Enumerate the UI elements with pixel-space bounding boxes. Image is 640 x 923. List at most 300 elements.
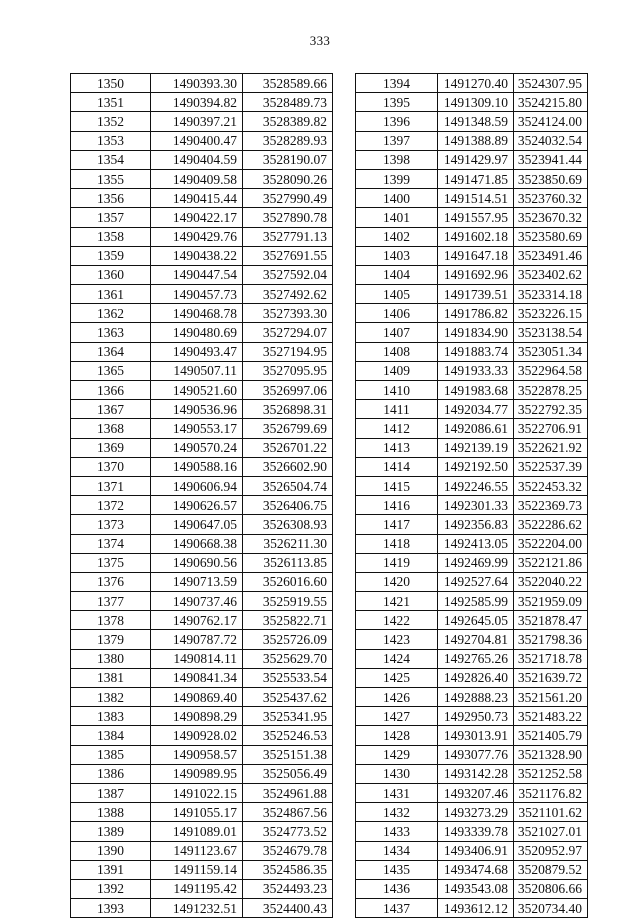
y-coordinate-cell: 3523850.69: [514, 169, 588, 188]
point-number-cell: 1369: [71, 438, 151, 457]
x-coordinate-cell: 1492765.26: [438, 649, 514, 668]
y-coordinate-cell: 3523138.54: [514, 323, 588, 342]
table-row: [356, 265, 588, 284]
point-number-cell: 1350: [71, 74, 151, 93]
table-row: [71, 496, 333, 515]
point-number-cell: 1408: [356, 342, 438, 361]
page-number: 333: [309, 33, 331, 48]
y-coordinate-cell: 3524032.54: [514, 131, 588, 150]
table-row: [356, 899, 588, 918]
y-coordinate-cell: 3521101.62: [514, 803, 588, 822]
point-number-cell: 1429: [356, 745, 438, 764]
y-coordinate-cell: 3523402.62: [514, 265, 588, 284]
point-number-cell: 1399: [356, 169, 438, 188]
table-row: [356, 112, 588, 131]
point-number-cell: 1364: [71, 342, 151, 361]
x-coordinate-cell: 1490713.59: [151, 572, 243, 591]
point-number-cell: 1366: [71, 381, 151, 400]
table-row: [356, 553, 588, 572]
x-coordinate-cell: 1493474.68: [438, 860, 514, 879]
point-number-cell: 1384: [71, 726, 151, 745]
x-coordinate-cell: 1490400.47: [151, 131, 243, 150]
point-number-cell: 1359: [71, 246, 151, 265]
table-row: [71, 93, 333, 112]
table-row: [356, 879, 588, 898]
table-row: [356, 476, 588, 495]
point-number-cell: 1432: [356, 803, 438, 822]
point-number-cell: 1398: [356, 150, 438, 169]
table-row: [71, 342, 333, 361]
x-coordinate-cell: 1490588.16: [151, 457, 243, 476]
point-number-cell: 1355: [71, 169, 151, 188]
x-coordinate-cell: 1490404.59: [151, 150, 243, 169]
point-number-cell: 1416: [356, 496, 438, 515]
table-row: [71, 860, 333, 879]
y-coordinate-cell: 3522537.39: [514, 457, 588, 476]
point-number-cell: 1356: [71, 189, 151, 208]
table-row: [356, 342, 588, 361]
point-number-cell: 1383: [71, 707, 151, 726]
point-number-cell: 1377: [71, 592, 151, 611]
x-coordinate-cell: 1491159.14: [151, 860, 243, 879]
table-row: [356, 438, 588, 457]
y-coordinate-cell: 3528090.26: [243, 169, 333, 188]
y-coordinate-cell: 3525533.54: [243, 668, 333, 687]
x-coordinate-cell: 1491514.51: [438, 189, 514, 208]
y-coordinate-cell: 3522121.86: [514, 553, 588, 572]
x-coordinate-cell: 1490690.56: [151, 553, 243, 572]
table-row: [71, 361, 333, 380]
x-coordinate-cell: 1492086.61: [438, 419, 514, 438]
x-coordinate-cell: 1493207.46: [438, 783, 514, 802]
x-coordinate-cell: 1490447.54: [151, 265, 243, 284]
x-coordinate-cell: 1492950.73: [438, 707, 514, 726]
x-coordinate-cell: 1491786.82: [438, 304, 514, 323]
table-row: [356, 323, 588, 342]
table-row: [356, 783, 588, 802]
x-coordinate-cell: 1490762.17: [151, 611, 243, 630]
table-row: [71, 630, 333, 649]
table-body: [71, 74, 333, 918]
table-row: [356, 860, 588, 879]
table-row: [356, 534, 588, 553]
table-row: [71, 304, 333, 323]
y-coordinate-cell: 3527492.62: [243, 285, 333, 304]
table-row: [71, 131, 333, 150]
y-coordinate-cell: 3523760.32: [514, 189, 588, 208]
table-row: [356, 515, 588, 534]
y-coordinate-cell: 3525919.55: [243, 592, 333, 611]
y-coordinate-cell: 3521798.36: [514, 630, 588, 649]
table-row: [356, 726, 588, 745]
point-number-cell: 1390: [71, 841, 151, 860]
x-coordinate-cell: 1490429.76: [151, 227, 243, 246]
y-coordinate-cell: 3523580.69: [514, 227, 588, 246]
point-number-cell: 1363: [71, 323, 151, 342]
point-number-cell: 1405: [356, 285, 438, 304]
table-row: [356, 841, 588, 860]
x-coordinate-cell: 1492645.05: [438, 611, 514, 630]
y-coordinate-cell: 3521483.22: [514, 707, 588, 726]
x-coordinate-cell: 1490394.82: [151, 93, 243, 112]
point-number-cell: 1407: [356, 323, 438, 342]
table-row: [356, 74, 588, 93]
point-number-cell: 1406: [356, 304, 438, 323]
y-coordinate-cell: 3525726.09: [243, 630, 333, 649]
table-row: [356, 764, 588, 783]
x-coordinate-cell: 1490409.58: [151, 169, 243, 188]
y-coordinate-cell: 3527691.55: [243, 246, 333, 265]
y-coordinate-cell: 3526701.22: [243, 438, 333, 457]
point-number-cell: 1361: [71, 285, 151, 304]
y-coordinate-cell: 3524679.78: [243, 841, 333, 860]
table-row: [356, 496, 588, 515]
table-row: [71, 668, 333, 687]
point-number-cell: 1379: [71, 630, 151, 649]
table-row: [71, 285, 333, 304]
x-coordinate-cell: 1491739.51: [438, 285, 514, 304]
y-coordinate-cell: 3524961.88: [243, 783, 333, 802]
table-row: [71, 74, 333, 93]
point-number-cell: 1367: [71, 400, 151, 419]
point-number-cell: 1385: [71, 745, 151, 764]
x-coordinate-cell: 1490393.30: [151, 74, 243, 93]
table-row: [356, 131, 588, 150]
y-coordinate-cell: 3528489.73: [243, 93, 333, 112]
x-coordinate-cell: 1490928.02: [151, 726, 243, 745]
y-coordinate-cell: 3522040.22: [514, 572, 588, 591]
x-coordinate-cell: 1491883.74: [438, 342, 514, 361]
point-number-cell: 1419: [356, 553, 438, 572]
y-coordinate-cell: 3526997.06: [243, 381, 333, 400]
y-coordinate-cell: 3526504.74: [243, 476, 333, 495]
x-coordinate-cell: 1490737.46: [151, 592, 243, 611]
point-number-cell: 1420: [356, 572, 438, 591]
point-number-cell: 1434: [356, 841, 438, 860]
x-coordinate-cell: 1491388.89: [438, 131, 514, 150]
x-coordinate-cell: 1493273.29: [438, 803, 514, 822]
y-coordinate-cell: 3522286.62: [514, 515, 588, 534]
table-row: [71, 476, 333, 495]
point-number-cell: 1389: [71, 822, 151, 841]
y-coordinate-cell: 3526602.90: [243, 457, 333, 476]
y-coordinate-cell: 3521639.72: [514, 668, 588, 687]
table-row: [356, 707, 588, 726]
table-row: [356, 208, 588, 227]
point-number-cell: 1353: [71, 131, 151, 150]
x-coordinate-cell: 1492469.99: [438, 553, 514, 572]
y-coordinate-cell: 3527592.04: [243, 265, 333, 284]
point-number-cell: 1426: [356, 688, 438, 707]
x-coordinate-cell: 1491123.67: [151, 841, 243, 860]
table-row: [71, 899, 333, 918]
point-number-cell: 1433: [356, 822, 438, 841]
y-coordinate-cell: 3524867.56: [243, 803, 333, 822]
table-row: [356, 611, 588, 630]
table-row: [356, 150, 588, 169]
point-number-cell: 1424: [356, 649, 438, 668]
point-number-cell: 1415: [356, 476, 438, 495]
point-number-cell: 1368: [71, 419, 151, 438]
x-coordinate-cell: 1490668.38: [151, 534, 243, 553]
table-row: [71, 265, 333, 284]
table-row: [71, 189, 333, 208]
point-number-cell: 1378: [71, 611, 151, 630]
point-number-cell: 1397: [356, 131, 438, 150]
table-row: [356, 189, 588, 208]
y-coordinate-cell: 3524124.00: [514, 112, 588, 131]
table-row: [356, 457, 588, 476]
table-row: [71, 879, 333, 898]
table-row: [71, 841, 333, 860]
y-coordinate-cell: 3527095.95: [243, 361, 333, 380]
x-coordinate-cell: 1491692.96: [438, 265, 514, 284]
y-coordinate-cell: 3522204.00: [514, 534, 588, 553]
y-coordinate-cell: 3526308.93: [243, 515, 333, 534]
point-number-cell: 1387: [71, 783, 151, 802]
table-row: [71, 150, 333, 169]
table-body: [356, 74, 588, 918]
point-number-cell: 1375: [71, 553, 151, 572]
table-row: [71, 764, 333, 783]
table-row: [356, 419, 588, 438]
x-coordinate-cell: 1490989.95: [151, 764, 243, 783]
x-coordinate-cell: 1491983.68: [438, 381, 514, 400]
table-row: [71, 688, 333, 707]
y-coordinate-cell: 3526406.75: [243, 496, 333, 515]
x-coordinate-cell: 1491933.33: [438, 361, 514, 380]
point-number-cell: 1391: [71, 860, 151, 879]
point-number-cell: 1409: [356, 361, 438, 380]
x-coordinate-cell: 1491309.10: [438, 93, 514, 112]
x-coordinate-cell: 1492704.81: [438, 630, 514, 649]
x-coordinate-cell: 1490438.22: [151, 246, 243, 265]
table-row: [356, 400, 588, 419]
x-coordinate-cell: 1492192.50: [438, 457, 514, 476]
x-coordinate-cell: 1490553.17: [151, 419, 243, 438]
point-number-cell: 1404: [356, 265, 438, 284]
point-number-cell: 1365: [71, 361, 151, 380]
point-number-cell: 1421: [356, 592, 438, 611]
table-row: [71, 419, 333, 438]
table-row: [356, 304, 588, 323]
y-coordinate-cell: 3526016.60: [243, 572, 333, 591]
table-row: [356, 361, 588, 380]
table-row: [356, 381, 588, 400]
point-number-cell: 1396: [356, 112, 438, 131]
point-number-cell: 1393: [71, 899, 151, 918]
y-coordinate-cell: 3521959.09: [514, 592, 588, 611]
y-coordinate-cell: 3524586.35: [243, 860, 333, 879]
x-coordinate-cell: 1493077.76: [438, 745, 514, 764]
y-coordinate-cell: 3522964.58: [514, 361, 588, 380]
y-coordinate-cell: 3524493.23: [243, 879, 333, 898]
table-row: [71, 246, 333, 265]
point-number-cell: 1370: [71, 457, 151, 476]
table-row: [356, 572, 588, 591]
table-row: [71, 745, 333, 764]
y-coordinate-cell: 3526898.31: [243, 400, 333, 419]
y-coordinate-cell: 3521252.58: [514, 764, 588, 783]
y-coordinate-cell: 3523491.46: [514, 246, 588, 265]
table-row: [71, 592, 333, 611]
y-coordinate-cell: 3525341.95: [243, 707, 333, 726]
y-coordinate-cell: 3527194.95: [243, 342, 333, 361]
y-coordinate-cell: 3527890.78: [243, 208, 333, 227]
x-coordinate-cell: 1491270.40: [438, 74, 514, 93]
x-coordinate-cell: 1490626.57: [151, 496, 243, 515]
table-row: [71, 783, 333, 802]
x-coordinate-cell: 1491348.59: [438, 112, 514, 131]
x-coordinate-cell: 1490841.34: [151, 668, 243, 687]
x-coordinate-cell: 1491055.17: [151, 803, 243, 822]
y-coordinate-cell: 3527990.49: [243, 189, 333, 208]
table-row: [71, 726, 333, 745]
point-number-cell: 1410: [356, 381, 438, 400]
x-coordinate-cell: 1493339.78: [438, 822, 514, 841]
y-coordinate-cell: 3521405.79: [514, 726, 588, 745]
table-row: [356, 688, 588, 707]
y-coordinate-cell: 3522706.91: [514, 419, 588, 438]
coordinate-table-right: [355, 73, 588, 918]
point-number-cell: 1428: [356, 726, 438, 745]
y-coordinate-cell: 3524400.43: [243, 899, 333, 918]
x-coordinate-cell: 1490647.05: [151, 515, 243, 534]
table-row: [71, 227, 333, 246]
table-row: [356, 745, 588, 764]
x-coordinate-cell: 1490457.73: [151, 285, 243, 304]
y-coordinate-cell: 3522792.35: [514, 400, 588, 419]
table-row: [356, 822, 588, 841]
x-coordinate-cell: 1493142.28: [438, 764, 514, 783]
x-coordinate-cell: 1491022.15: [151, 783, 243, 802]
x-coordinate-cell: 1491429.97: [438, 150, 514, 169]
y-coordinate-cell: 3528389.82: [243, 112, 333, 131]
point-number-cell: 1360: [71, 265, 151, 284]
y-coordinate-cell: 3521328.90: [514, 745, 588, 764]
point-number-cell: 1354: [71, 150, 151, 169]
table-row: [71, 515, 333, 534]
x-coordinate-cell: 1491471.85: [438, 169, 514, 188]
x-coordinate-cell: 1491089.01: [151, 822, 243, 841]
point-number-cell: 1380: [71, 649, 151, 668]
x-coordinate-cell: 1492034.77: [438, 400, 514, 419]
point-number-cell: 1435: [356, 860, 438, 879]
x-coordinate-cell: 1490397.21: [151, 112, 243, 131]
point-number-cell: 1402: [356, 227, 438, 246]
point-number-cell: 1362: [71, 304, 151, 323]
point-number-cell: 1392: [71, 879, 151, 898]
x-coordinate-cell: 1490507.11: [151, 361, 243, 380]
y-coordinate-cell: 3523226.15: [514, 304, 588, 323]
point-number-cell: 1395: [356, 93, 438, 112]
y-coordinate-cell: 3525246.53: [243, 726, 333, 745]
y-coordinate-cell: 3525822.71: [243, 611, 333, 630]
y-coordinate-cell: 3525629.70: [243, 649, 333, 668]
point-number-cell: 1400: [356, 189, 438, 208]
table-row: [356, 630, 588, 649]
y-coordinate-cell: 3524773.52: [243, 822, 333, 841]
point-number-cell: 1352: [71, 112, 151, 131]
y-coordinate-cell: 3521878.47: [514, 611, 588, 630]
table-row: [356, 803, 588, 822]
point-number-cell: 1417: [356, 515, 438, 534]
x-coordinate-cell: 1490536.96: [151, 400, 243, 419]
y-coordinate-cell: 3520879.52: [514, 860, 588, 879]
table-row: [71, 381, 333, 400]
point-number-cell: 1372: [71, 496, 151, 515]
y-coordinate-cell: 3520952.97: [514, 841, 588, 860]
point-number-cell: 1413: [356, 438, 438, 457]
table-row: [71, 611, 333, 630]
table-row: [71, 572, 333, 591]
point-number-cell: 1437: [356, 899, 438, 918]
y-coordinate-cell: 3527791.13: [243, 227, 333, 246]
table-row: [71, 438, 333, 457]
x-coordinate-cell: 1492888.23: [438, 688, 514, 707]
x-coordinate-cell: 1490787.72: [151, 630, 243, 649]
y-coordinate-cell: 3525437.62: [243, 688, 333, 707]
y-coordinate-cell: 3528589.66: [243, 74, 333, 93]
x-coordinate-cell: 1491557.95: [438, 208, 514, 227]
x-coordinate-cell: 1490521.60: [151, 381, 243, 400]
table-row: [71, 553, 333, 572]
table-row: [356, 246, 588, 265]
y-coordinate-cell: 3526211.30: [243, 534, 333, 553]
x-coordinate-cell: 1490480.69: [151, 323, 243, 342]
x-coordinate-cell: 1492413.05: [438, 534, 514, 553]
x-coordinate-cell: 1493013.91: [438, 726, 514, 745]
x-coordinate-cell: 1493543.08: [438, 879, 514, 898]
point-number-cell: 1371: [71, 476, 151, 495]
table-row: [71, 649, 333, 668]
x-coordinate-cell: 1492585.99: [438, 592, 514, 611]
point-number-cell: 1381: [71, 668, 151, 687]
y-coordinate-cell: 3526113.85: [243, 553, 333, 572]
point-number-cell: 1403: [356, 246, 438, 265]
x-coordinate-cell: 1490422.17: [151, 208, 243, 227]
x-coordinate-cell: 1491232.51: [151, 899, 243, 918]
point-number-cell: 1436: [356, 879, 438, 898]
y-coordinate-cell: 3523670.32: [514, 208, 588, 227]
table-row: [71, 803, 333, 822]
y-coordinate-cell: 3524215.80: [514, 93, 588, 112]
table-row: [356, 227, 588, 246]
point-number-cell: 1418: [356, 534, 438, 553]
point-number-cell: 1394: [356, 74, 438, 93]
table-row: [71, 112, 333, 131]
point-number-cell: 1388: [71, 803, 151, 822]
y-coordinate-cell: 3521027.01: [514, 822, 588, 841]
point-number-cell: 1430: [356, 764, 438, 783]
x-coordinate-cell: 1490814.11: [151, 649, 243, 668]
y-coordinate-cell: 3522453.32: [514, 476, 588, 495]
y-coordinate-cell: 3520806.66: [514, 879, 588, 898]
y-coordinate-cell: 3525151.38: [243, 745, 333, 764]
table-row: [356, 93, 588, 112]
table-row: [71, 169, 333, 188]
y-coordinate-cell: 3528289.93: [243, 131, 333, 150]
x-coordinate-cell: 1491195.42: [151, 879, 243, 898]
y-coordinate-cell: 3526799.69: [243, 419, 333, 438]
point-number-cell: 1423: [356, 630, 438, 649]
y-coordinate-cell: 3523314.18: [514, 285, 588, 304]
table-row: [71, 208, 333, 227]
x-coordinate-cell: 1490606.94: [151, 476, 243, 495]
point-number-cell: 1382: [71, 688, 151, 707]
y-coordinate-cell: 3521561.20: [514, 688, 588, 707]
x-coordinate-cell: 1491647.18: [438, 246, 514, 265]
